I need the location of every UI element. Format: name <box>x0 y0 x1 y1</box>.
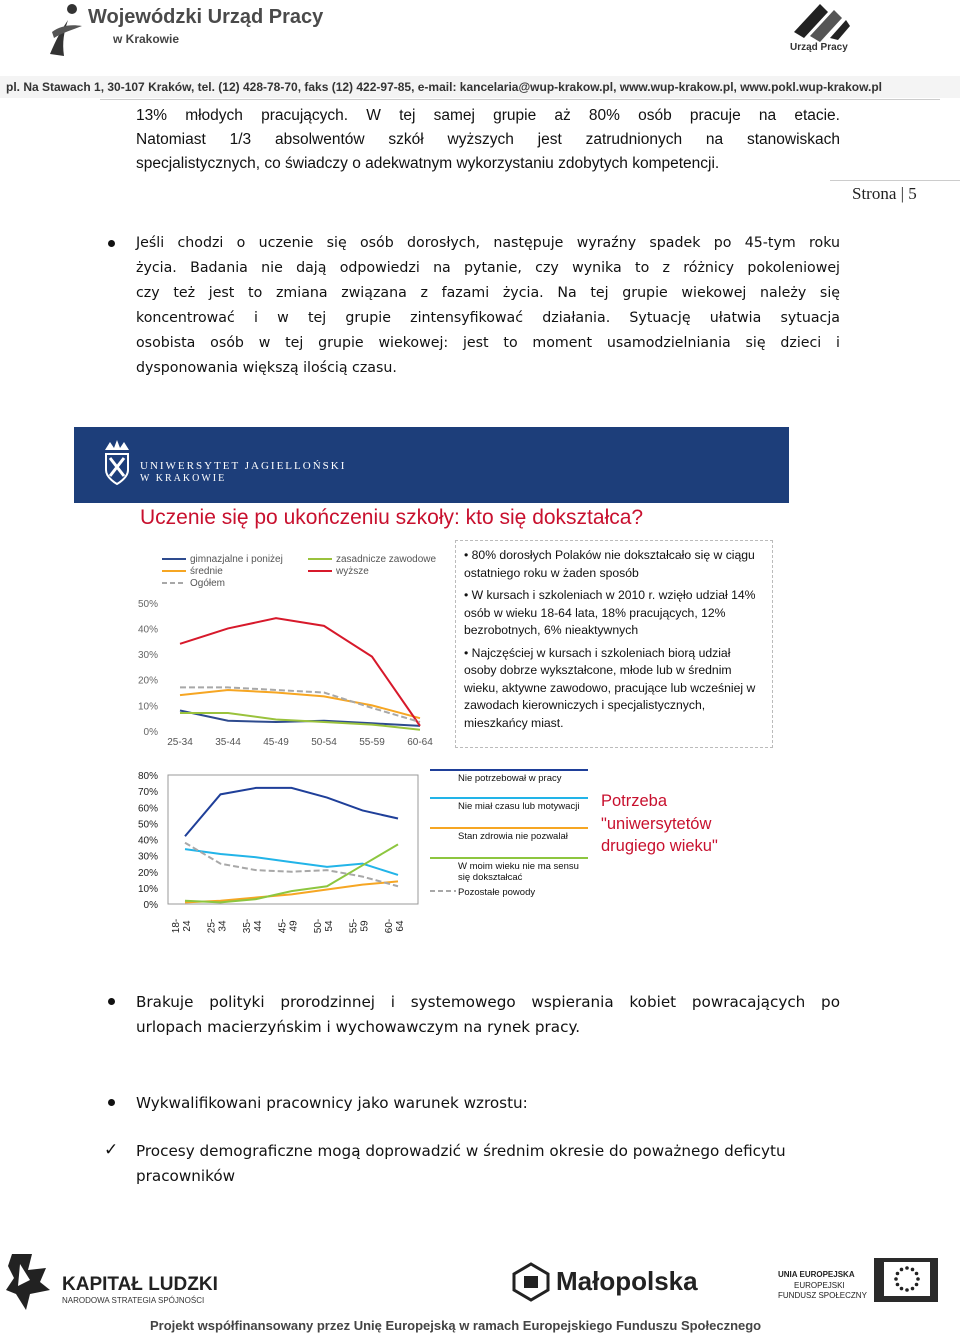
x-tick-label: 25-34 <box>206 918 229 934</box>
legend-label: Nie potrzebował w pracy <box>458 773 562 784</box>
y-tick-label: 20% <box>137 867 158 879</box>
y-tick-label: 10% <box>137 883 158 895</box>
paragraph-line: dysponowania większą ilością czasu. <box>136 360 397 376</box>
y-tick-label: 70% <box>137 787 158 799</box>
urzad-pracy-label: Urząd Pracy <box>790 42 848 53</box>
uj-name: UNIWERSYTET JAGIELLOŃSKI <box>140 460 347 472</box>
legend-label: średnie <box>190 566 223 577</box>
x-tick-label: 50-54 <box>311 737 337 748</box>
address-bar: pl. Na Stawach 1, 30-107 Kraków, tel. (12) 428-78-70, faks (12) 422-97-85, e-mail: kancelaria@wup-krakow.pl, www.wup-krakow.pl, www.pokl.wup-krakow.pl <box>0 76 960 98</box>
org-city: w Krakowie <box>113 32 180 46</box>
y-tick-label: 30% <box>137 650 158 662</box>
y-tick-label: 40% <box>137 624 158 636</box>
x-tick-label: 60-64 <box>384 918 406 934</box>
info-item: • W kursach i szkoleniach w 2010 r. wzięło udział 14% osób w wieku 18-64 lata, 18% pracujących, 12% bezrobotnych, 6% nieaktywnych <box>464 588 756 637</box>
paragraph-line: koncentrować i w tej grupie zintensyfikować działania. Sytuację ułatwia sytuacja <box>136 310 840 326</box>
series-line <box>180 618 420 726</box>
series-line <box>180 687 420 722</box>
paragraph-adults <box>136 231 840 381</box>
malopolska-label: Małopolska <box>556 1266 698 1296</box>
paragraph-line: pracowników <box>136 1167 236 1185</box>
malopolska-logo-icon <box>512 1262 550 1302</box>
paragraph-intro <box>136 104 840 176</box>
legend-label: zasadnicze zawodowe <box>336 554 437 565</box>
paragraph-line: Procesy demograficzne mogą doprowadzić w średnim okresie do poważnego deficytu <box>136 1142 786 1160</box>
page-number-divider <box>830 180 960 181</box>
y-tick-label: 80% <box>137 771 158 782</box>
x-tick-label: 55-59 <box>348 918 371 934</box>
x-tick-label: 25-34 <box>167 737 193 748</box>
ue-text-3: FUNDUSZ SPOŁECZNY <box>778 1291 867 1300</box>
x-tick-label: 35-44 <box>242 918 264 934</box>
chart-reasons <box>128 765 598 935</box>
x-tick-label: 55-59 <box>359 737 385 748</box>
y-tick-label: 0% <box>143 727 158 738</box>
callout-text <box>601 790 718 858</box>
uj-crest-icon <box>100 436 134 486</box>
legend-label: Pozostałe powody <box>458 887 536 898</box>
wup-logo-icon <box>42 2 86 60</box>
bullet-family-policy <box>136 990 840 1040</box>
callout-line: Potrzeba <box>601 792 668 810</box>
header-divider <box>100 99 940 100</box>
y-tick-label: 40% <box>137 835 158 847</box>
info-item: • Najczęściej w kursach i szkoleniach biorą udział osoby dobrze wykształcone, młode lub w średnim wieku, aktywne zawodowo, pracujące lub wcześniej w zawodach kierowniczych i specjalistycznych, mieszkańcy miast. <box>464 645 756 730</box>
org-name: Wojewódzki Urząd Pracy <box>88 6 324 28</box>
info-box <box>455 540 773 748</box>
bullet-qualified-workers: Wykwalifikowani pracownicy jako warunek wzrostu: <box>136 1094 528 1112</box>
bullet-icon <box>108 1099 115 1106</box>
legend-label: Stan zdrowia nie pozwalał <box>458 831 568 842</box>
uj-city: W KRAKOWIE <box>140 473 227 484</box>
y-tick-label: 50% <box>137 598 158 610</box>
kl-subtitle: NARODOWA STRATEGIA SPÓJNOŚCI <box>62 1296 205 1305</box>
ue-text-1: UNIA EUROPEJSKA <box>778 1270 855 1279</box>
paragraph-line: Natomiast 1/3 absolwentów szkół wyższych jest zatrudnionych na stanowiskach <box>136 131 840 148</box>
y-tick-label: 30% <box>137 851 158 863</box>
paragraph-line: specjalistycznych, co świadczy o adekwatnym wykorzystaniu zdobytych kompetencji. <box>136 155 720 172</box>
legend-label: Ogółem <box>190 578 226 589</box>
x-tick-label: 45-49 <box>263 737 289 748</box>
paragraph-line: Jeśli chodzi o uczenie się osób dorosłych, następuje wyraźny spadek po 45-tym roku <box>136 235 840 251</box>
kl-title: KAPITAŁ LUDZKI <box>62 1274 218 1295</box>
paragraph-line: życia. Badania nie dają odpowiedzi na pytanie, czy wynika to z różnicy pokoleniowej <box>136 260 840 276</box>
series-line <box>180 713 420 730</box>
urzad-pracy-logo-icon <box>790 2 850 42</box>
y-tick-label: 20% <box>137 675 158 687</box>
x-tick-label: 45-49 <box>277 918 300 934</box>
callout-line: drugiego wieku" <box>601 837 718 855</box>
paragraph-line: osobista osób w tej grupie wiekowej: jest to moment usamodzielniania się dzieci i <box>136 335 840 351</box>
checkmark-icon: ✓ <box>104 1140 119 1159</box>
x-tick-label: 60-64 <box>407 737 433 748</box>
kapital-ludzki-logo-icon <box>6 1250 50 1312</box>
footer-project-text: Projekt współfinansowany przez Unię Europejską w ramach Europejskiego Funduszu Społecznego <box>150 1318 762 1333</box>
bullet-icon <box>108 998 115 1005</box>
y-tick-label: 0% <box>143 900 158 911</box>
x-tick-label: 18-24 <box>171 918 193 934</box>
bullet-demographics <box>136 1139 840 1189</box>
x-tick-label: 35-44 <box>215 737 241 748</box>
paragraph-line: czy też jest to zmiana związana z fazami życia. Na tej grupie wiekowej należy się <box>136 285 840 301</box>
y-tick-label: 60% <box>137 803 158 815</box>
legend-label: gimnazjalne i poniżej <box>190 554 283 565</box>
y-tick-label: 50% <box>137 819 158 831</box>
info-item: • 80% dorosłych Polaków nie dokształcało się w ciągu ostatniego roku w żaden sposób <box>464 548 755 580</box>
chart-education-levels <box>110 545 445 755</box>
slide-title: Uczenie się po ukończeniu szkoły: kto się dokształca? <box>140 506 644 529</box>
bullet-icon <box>108 240 115 247</box>
page-number: Strona | 5 <box>852 184 917 203</box>
paragraph-line: urlopach macierzyńskim i wychowawczym na rynek pracy. <box>136 1018 581 1036</box>
series-line <box>185 788 398 836</box>
y-tick-label: 10% <box>137 701 158 713</box>
callout-line: "uniwersytetów <box>601 814 712 833</box>
legend-label: wyższe <box>336 566 369 577</box>
eu-flag-icon <box>874 1258 938 1302</box>
legend-label: Nie miał czasu lub motywacji <box>458 801 580 812</box>
paragraph-line: 13% młodych pracujących. W tej samej grupie aż 80% osób pracuje na etacie. <box>136 107 840 124</box>
x-tick-label: 50-54 <box>313 918 335 934</box>
paragraph-line: Brakuje polityki prorodzinnej i systemowego wspierania kobiet powracających po <box>136 993 840 1011</box>
ue-text-2: EUROPEJSKI <box>794 1281 845 1290</box>
legend-label: W moim wieku nie ma sensu się dokształcać <box>458 861 579 883</box>
plot-frame <box>168 775 418 904</box>
